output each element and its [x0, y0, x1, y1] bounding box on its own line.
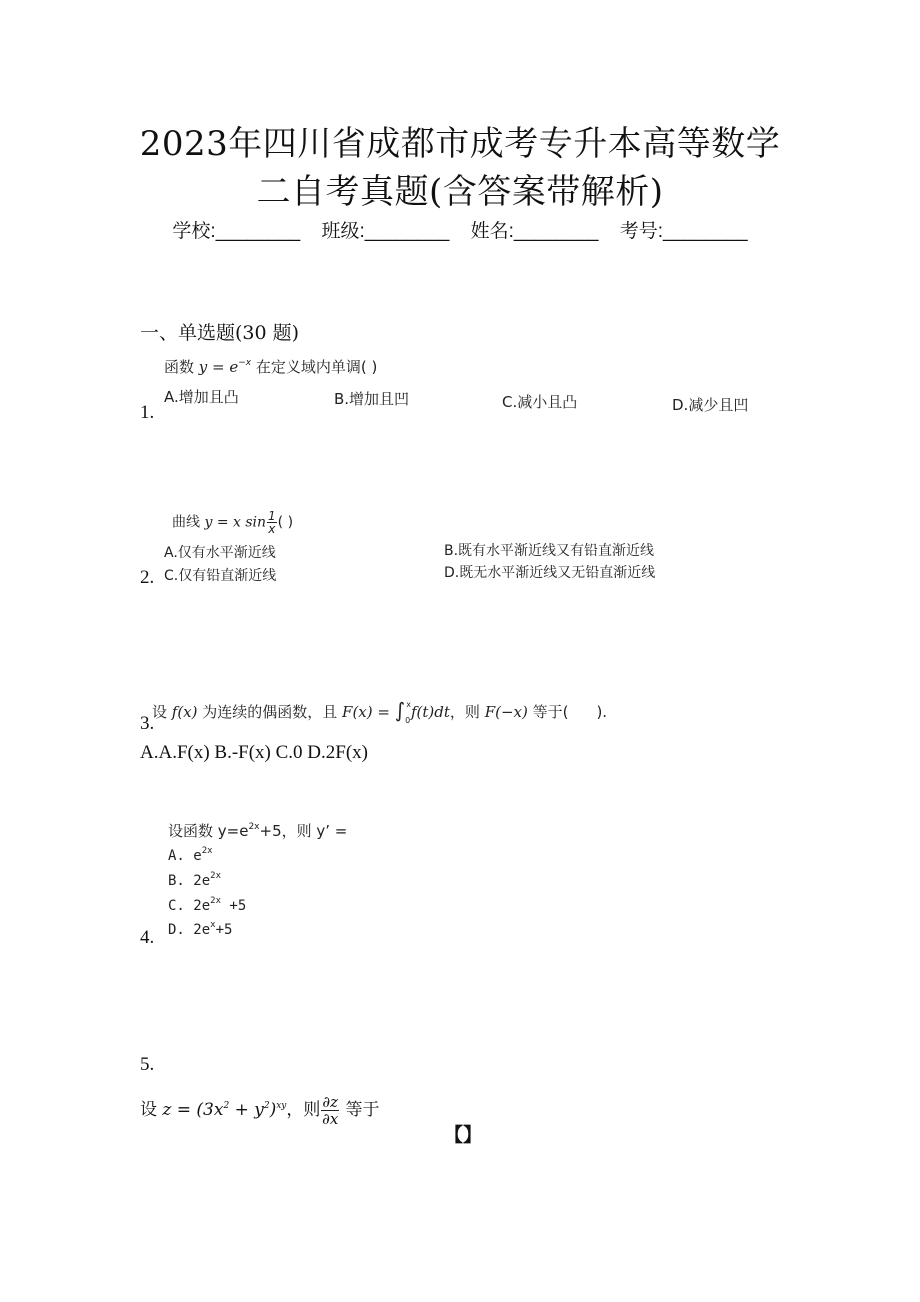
name-field: 姓名:________ — [470, 221, 599, 242]
school-field: 学校:________ — [172, 221, 301, 242]
question-1-number: 1. — [140, 402, 155, 423]
question-3-number: 3. — [140, 713, 155, 734]
question-5-stem: 设 $z = (3x^2 + y^2)^{xy}$，则 $\frac{\partial z}{\partial x}$ 等于 — [140, 1093, 380, 1128]
question-5-number: 5. — [140, 1054, 155, 1075]
question-3-stem: 设 f(x) 为连续的偶函数，且 $F(x) = \int_0^xf(t)dt$，则 F(−x) 等于( ). — [152, 698, 608, 725]
question-2-option-a: A.仅有水平渐近线 — [164, 545, 276, 561]
answer-bracket: 【】 — [444, 1124, 483, 1146]
exam-number-field: 考号:________ — [619, 221, 748, 242]
question-2-option-d: D.既无水平渐近线又无铅直渐近线 — [444, 565, 656, 581]
question-4-number: 4. — [140, 927, 155, 948]
question-2-stem: 曲线 y = x sin $\frac{1}{x}$ ( ) — [172, 509, 294, 536]
student-info-line — [0, 216, 920, 243]
question-2-option-b: B.既有水平渐近线又有铅直渐近线 — [444, 543, 655, 559]
question-4-option-a: A. $e^{2x}$ — [168, 846, 213, 864]
question-2-option-c: C.仅有铅直渐近线 — [164, 568, 277, 584]
doc-title-line2: 二自考真题(含答案带解析) — [256, 172, 664, 212]
doc-title-line1: 2023年四川省成都市成考专升本高等数学 — [139, 124, 781, 164]
question-4-option-b: B. $2e^{2x}$ — [168, 871, 221, 889]
question-1-option-c: C.减小且凸 — [502, 393, 578, 411]
integral-sign: ∫ — [394, 698, 406, 722]
question-1-stem: 函数 $y = e^{-x}$ 在定义域内单调( ) — [164, 358, 378, 376]
question-2-number: 2. — [140, 567, 155, 588]
section-heading: 一、单选题(30 题) — [140, 322, 300, 344]
question-4-option-c: C. $2e^{2x} +5$ — [168, 896, 247, 914]
question-1-option-a: A.增加且凸 — [164, 388, 239, 406]
question-4-stem: 设函数 $y=e^{2x}+5$，则 y’ = — [168, 822, 348, 840]
class-field: 班级:________ — [321, 221, 450, 242]
question-1-option-d: D.减少且凹 — [672, 396, 749, 414]
partial-derivative-fraction: $\frac{\partial z}{\partial x}$ — [322, 1093, 339, 1128]
question-3-answer-line: A.A.F(x) B.-F(x) C.0 D.2F(x) — [140, 742, 368, 763]
fraction: $\frac{1}{x}$ — [268, 509, 276, 536]
question-1-option-b: B.增加且凹 — [334, 390, 410, 408]
question-4-option-d: D. $2e^x+5$ — [168, 920, 233, 938]
